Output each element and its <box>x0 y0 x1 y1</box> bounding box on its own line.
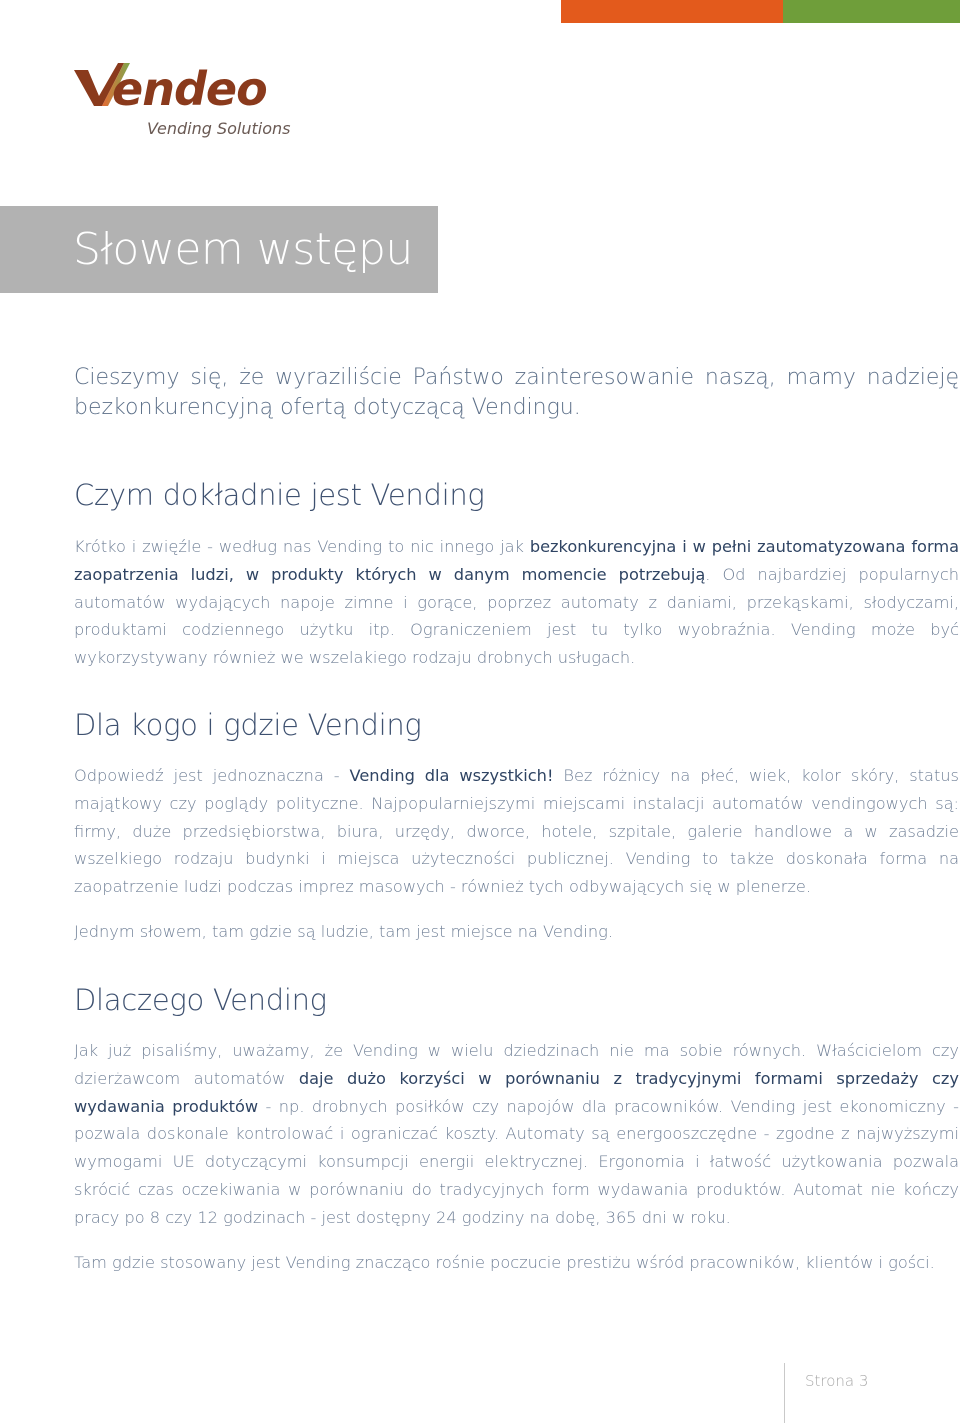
vendeo-logo <box>72 58 312 142</box>
section-heading-what: Czym dokładnie jest Vending <box>74 478 485 512</box>
brand-name: endeo <box>112 62 267 116</box>
text-run: Odpowiedź jest jednoznaczna - <box>74 766 350 785</box>
title-band <box>0 206 438 293</box>
text-run: Krótko i zwięźle - według nas Vending to nic innego jak <box>74 537 530 556</box>
intro-paragraph: Cieszymy się, że wyraziliście Państwo zainteresowanie naszą, mamy nadzieję bezkonkurencyjną ofertą dotyczącą Vendingu. <box>74 365 959 420</box>
brand-tagline: Vending Solutions <box>147 119 291 138</box>
section-what-paragraph <box>74 533 959 672</box>
text-run: Bez różnicy na płeć, wiek, kolor skóry, status majątkowy czy poglądy polityczne. Najpopularniejszymi miejscami instalacji automatów vendingowych są: firmy, duże przedsiębiorstwa, biura, urzędy, dworce, hotele, szpitale, galerie handlowe a w zasadzie wszelkiego rodzaju budynki i miejsca użyteczności publicznej. Vending to także doskonała forma na zaopatrzenie ludzi podczas imprez masowych - również tych odbywających się w plenerze. <box>74 766 959 897</box>
page-number: Strona 3 <box>805 1372 869 1390</box>
section-heading-who: Dla kogo i gdzie Vending <box>74 708 422 742</box>
highlighted-text: Vending dla wszystkich! <box>349 766 554 785</box>
text-run: - np. drobnych posiłków czy napojów dla pracowników. Vending jest ekonomiczny - pozwala doskonale kontrolować i ograniczać koszty. Automaty są energooszczędne - zgodne z najwyższymi wymogami UE dotyczącymi konsumpcji energii elektrycznej. Ergonomia i łatwość użytkowania pozwala skrócić czas oczekiwania w porównaniu do tradycyjnych form wydawania produktów. Automat nie kończy pracy po 8 czy 12 godzinach - jest dostępny 24 godziny na dobę, 365 dni w roku. <box>74 1096 959 1227</box>
section-who-summary: Jednym słowem, tam gdzie są ludzie, tam jest miejsce na Vending. <box>74 922 613 941</box>
highlighted-text: bezkonkurencyjna i w pełni zautomatyzowana forma zaopatrzenia ludzi, w produkty których w danym momencie potrzebują <box>74 537 960 584</box>
text-run: Jak już pisaliśmy, uważamy, że Vending w wielu dziedzinach nie ma sobie równych. Właścicielom czy dzierżawcom automatów <box>74 1041 959 1088</box>
section-heading-why: Dlaczego Vending <box>74 983 327 1017</box>
section-who-paragraph <box>74 762 959 901</box>
text-run: . Od najbardziej popularnych automatów wydających napoje zimne i gorące, poprzez automaty z daniami, przekąskami, słodyczami, produktami codziennego użytku itp. Ograniczeniem jest tu tylko wyobraźnia. Vending może być wykorzystywany również we wszelakiego rodzaju drobnych usługach. <box>74 564 959 668</box>
section-why-paragraph <box>74 1037 959 1232</box>
page-title: Słowem wstępu <box>73 224 413 275</box>
highlighted-text: daje dużo korzyści w porównaniu z tradycyjnymi formami sprzedaży czy wydawania produktów <box>74 1068 959 1116</box>
top-accent-orange <box>561 0 783 23</box>
section-why-summary: Tam gdzie stosowany jest Vending znacząco rośnie poczucie prestiżu wśród pracowników, klientów i gości. <box>74 1253 935 1272</box>
vendeo-logo-graphic <box>72 58 312 142</box>
top-accent-green <box>783 0 960 23</box>
footer-divider <box>784 1363 785 1423</box>
